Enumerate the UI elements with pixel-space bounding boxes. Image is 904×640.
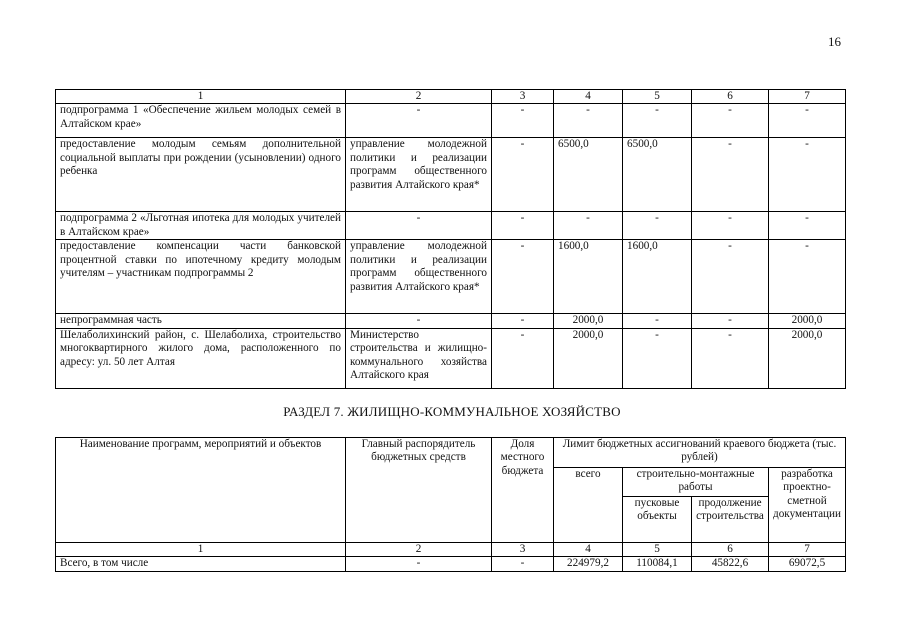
header-cell: 2 (346, 90, 492, 104)
header-cell: 6 (692, 90, 769, 104)
row-cell: - (769, 212, 846, 240)
header-local-share: Доля местного бюджета (492, 438, 554, 543)
header-design: разработка проектно-сметной документации (769, 468, 846, 543)
row-cell: - (692, 212, 769, 240)
table-row (56, 138, 846, 212)
header-cell: 7 (769, 543, 846, 557)
row-cell: 1600,0 (623, 240, 692, 314)
row-executor: - (346, 314, 492, 328)
row-cell: 224979,2 (554, 557, 623, 571)
row-name: подпрограмма 1 «Обеспечение жильем молодых семей в Алтайском крае» (56, 104, 346, 138)
row-name: предоставление компенсации части банковской процентной ставки по ипотечному кредиту молодым учителям – участникам подпрограммы 2 (56, 240, 346, 314)
header-cell: 1 (56, 543, 346, 557)
table-row (56, 212, 846, 240)
table-row (56, 328, 846, 388)
section-title: РАЗДЕЛ 7. ЖИЛИЩНО-КОММУНАЛЬНОЕ ХОЗЯЙСТВО (283, 404, 621, 419)
header-total: всего (554, 468, 623, 543)
header-cell: 5 (623, 543, 692, 557)
row-cell: - (769, 240, 846, 314)
header-limit: Лимит бюджетных ассигнований краевого бюджета (тыс. рублей) (554, 438, 846, 468)
row-name: Шелаболихинский район, с. Шелаболиха, строительство многоквартирного жилого дома, расположенного по адресу: ул. 50 лет Алтая (56, 328, 346, 388)
row-name: подпрограмма 2 «Льготная ипотека для молодых учителей в Алтайском крае» (56, 212, 346, 240)
table-header-row (56, 438, 846, 468)
row-cell: 110084,1 (623, 557, 692, 571)
header-cell: 1 (56, 90, 346, 104)
row-executor: - (346, 557, 492, 571)
row-cell: 1600,0 (554, 240, 623, 314)
header-cell: 6 (692, 543, 769, 557)
row-executor: управление молодежной политики и реализации программ общественного развития Алтайского края* (346, 138, 492, 212)
header-cell: 2 (346, 543, 492, 557)
row-cell: - (623, 104, 692, 138)
table-header-numbers (56, 543, 846, 557)
row-cell: - (554, 212, 623, 240)
table-row (56, 104, 846, 138)
row-name: непрограммная часть (56, 314, 346, 328)
row-cell: - (623, 314, 692, 328)
row-executor: управление молодежной политики и реализации программ общественного развития Алтайского края* (346, 240, 492, 314)
header-cell: 5 (623, 90, 692, 104)
row-cell: - (692, 138, 769, 212)
row-cell: - (492, 557, 554, 571)
table-row (56, 557, 846, 571)
row-cell: - (769, 104, 846, 138)
budget-table-utilities (55, 437, 846, 572)
row-cell: 2000,0 (554, 328, 623, 388)
row-executor: - (346, 104, 492, 138)
row-name: Всего, в том числе (56, 557, 346, 571)
row-executor: Министерство строительства и жилищно-коммунального хозяйства Алтайского края (346, 328, 492, 388)
row-executor: - (346, 212, 492, 240)
header-construction: строительно-монтажные работы (623, 468, 769, 497)
row-cell: 2000,0 (769, 328, 846, 388)
row-cell: - (623, 328, 692, 388)
row-cell: - (492, 212, 554, 240)
row-cell: - (492, 328, 554, 388)
row-cell: - (492, 314, 554, 328)
row-cell: - (554, 104, 623, 138)
row-cell: 2000,0 (554, 314, 623, 328)
page-number: 16 (828, 34, 841, 49)
row-cell: 45822,6 (692, 557, 769, 571)
row-name: предоставление молодым семьям дополнительной социальной выплаты при рождении (усыновлении) одного ребенка (56, 138, 346, 212)
table-row (56, 314, 846, 328)
header-start-objects: пусковые объекты (623, 497, 692, 543)
row-cell: - (692, 104, 769, 138)
header-cell: 4 (554, 90, 623, 104)
table-header-numbers (56, 90, 846, 104)
row-cell: - (769, 138, 846, 212)
row-cell: 6500,0 (623, 138, 692, 212)
row-cell: 6500,0 (554, 138, 623, 212)
row-cell: - (492, 240, 554, 314)
header-cell: 3 (492, 90, 554, 104)
header-cell: 7 (769, 90, 846, 104)
row-cell: - (492, 138, 554, 212)
header-cell: 4 (554, 543, 623, 557)
row-cell: - (692, 314, 769, 328)
header-name: Наименование программ, мероприятий и объектов (56, 438, 346, 543)
header-executor: Главный распорядитель бюджетных средств (346, 438, 492, 543)
row-cell: 69072,5 (769, 557, 846, 571)
table-row (56, 240, 846, 314)
row-cell: - (692, 240, 769, 314)
row-cell: 2000,0 (769, 314, 846, 328)
header-continuing: продолжение строительства (692, 497, 769, 543)
row-cell: - (692, 328, 769, 388)
row-cell: - (492, 104, 554, 138)
header-cell: 3 (492, 543, 554, 557)
budget-table-housing (55, 89, 846, 389)
row-cell: - (623, 212, 692, 240)
